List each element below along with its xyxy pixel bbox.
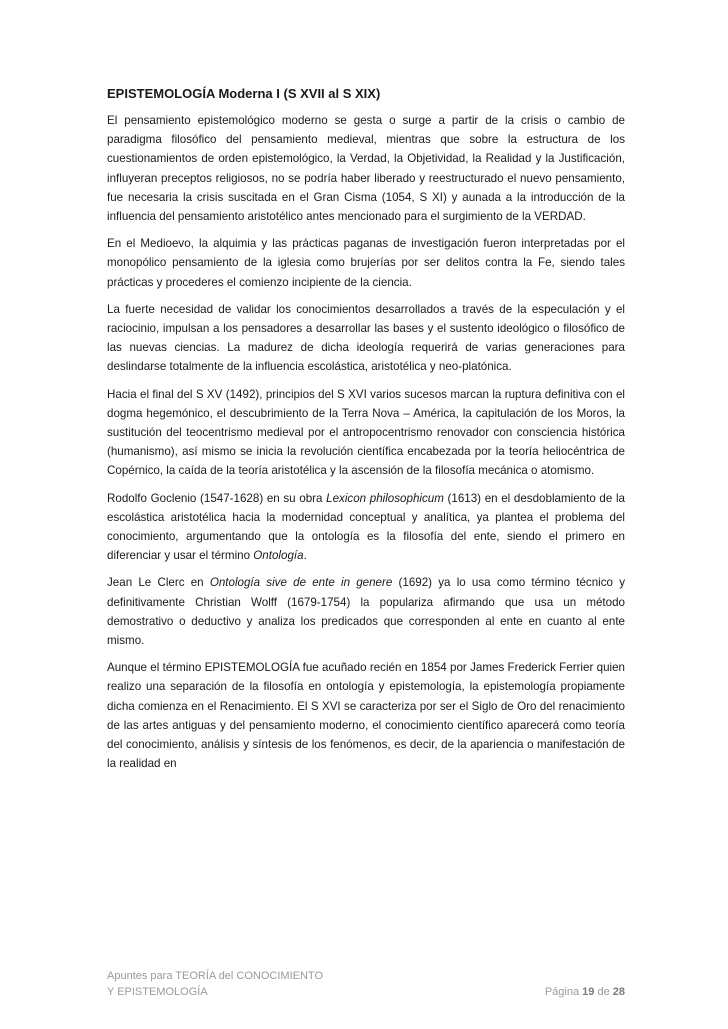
paragraph xyxy=(107,489,625,566)
paragraph xyxy=(107,658,625,773)
text-run: (1613) en el desdoblamiento de la escolástica aristotélica hacia la modernidad conceptual y analítica, ya plantea el problema del conocimiento, argumentando que la ontología es la filosofía del ente, siendo el primero en diferenciar y usar el término xyxy=(107,491,625,563)
page-label: Página xyxy=(544,986,583,998)
footer-course-title xyxy=(107,968,323,1000)
text-run: (1692) ya lo usa como término técnico y definitivamente Christian Wolff (1679-1754) la populariza afirmando que usa un método demostrativo o deductivo y analiza los predicados que corresponden al ente en cuanto al ente mismo. xyxy=(107,576,625,648)
text-run: Jean Le Clerc en xyxy=(107,576,210,590)
paragraph xyxy=(107,385,625,481)
italic-title: Ontología xyxy=(253,549,304,563)
paragraph xyxy=(107,234,625,292)
text-run: Rodolfo Goclenio (1547-1628) en su obra xyxy=(107,491,327,505)
text-run: Hacia el final del S XV (1492), principios del S XVI varios sucesos marcan la ruptura definitiva con el dogma hegemónico, el descubrimiento de la Terra Nova – América, la capitulación de los Moros, la sustitución del teocentrismo medieval por el antropocentrismo renovador con consciencia histórica (humanismo), así mismo se inicia la revolución científica encabezada por la teoría heliocéntrica de Copérnico, la caída de la teoría aristotélica y la ascensión de la filosofía mecánica o atomismo. xyxy=(107,387,625,478)
text-run: El pensamiento epistemológico moderno se gesta o surge a partir de la crisis o cambio de paradigma filosófico del pensamiento medieval, mientras que sobre la estructura de los cuestionamientos de orden epistemológico, la Verdad, la Objetividad, la Realidad y la Justificación, influyeran preceptos religiosos, no se podría haber liberado y reestructurado el nuevo pensamiento, fue necesaria la crisis suscitada en el Gran Cisma (1054, S XI) y aunada a la introducción de la influencia del pensamiento aristotélico antes mencionado para el surgimiento de la VERDAD. xyxy=(107,114,625,224)
page-content xyxy=(107,84,625,782)
text-run: . xyxy=(303,549,307,563)
page-title xyxy=(107,84,625,104)
page-total: 28 xyxy=(612,986,625,998)
paragraph xyxy=(107,573,625,650)
title-bold: EPISTEMOLOGÍA Moderna I xyxy=(107,86,280,101)
page-number xyxy=(545,984,625,1000)
text-run: Aunque el término EPISTEMOLOGÍA fue acuñado recién en 1854 por James Frederick Ferrier quien realizo una separación de la filosofía en ontología y epistemología, la epistemología propiamente dicha comienza en el Renacimiento. El S XVI se caracteriza por ser el Siglo de Oro del renacimiento de las artes antiguas y del pensamiento moderno, el conocimiento científico aparecerá como teoría del conocimiento, análisis y síntesis de los fenómenos, es decir, de la apariencia o manifestación de la realidad en xyxy=(107,661,625,771)
footer-line-2: Y EPISTEMOLOGÍA xyxy=(107,986,208,998)
footer-line-1: Apuntes para TEORÍA del CONOCIMIENTO xyxy=(107,970,324,982)
page-current: 19 xyxy=(582,986,595,998)
italic-title: Ontología sive de ente in genere xyxy=(209,576,393,590)
body-text xyxy=(107,111,625,774)
paragraph xyxy=(107,300,625,377)
text-run: En el Medioevo, la alquimia y las prácticas paganas de investigación fueron interpretadas por el monopólico pensamiento de la iglesia como brujerías por ser delitos contra la Fe, siendo tales prácticas y procederes el comienzo incipiente de la ciencia. xyxy=(107,237,625,289)
italic-title: Lexicon philosophicum xyxy=(326,491,444,505)
text-run: La fuerte necesidad de validar los conocimientos desarrollados a través de la especulación y el raciocinio, impulsan a los pensadores a desarrollar las bases y el sustento ideológico o filosófico de las nuevas ciencias. La madurez de dicha ideología requerirá de varias generaciones para deslindarse totalmente de la influencia escolástica, aristotélica y neo-platónica. xyxy=(107,302,625,374)
paragraph xyxy=(107,111,625,226)
page-of: de xyxy=(594,986,613,998)
title-suffix: (S XVII al S XIX) xyxy=(279,86,381,101)
